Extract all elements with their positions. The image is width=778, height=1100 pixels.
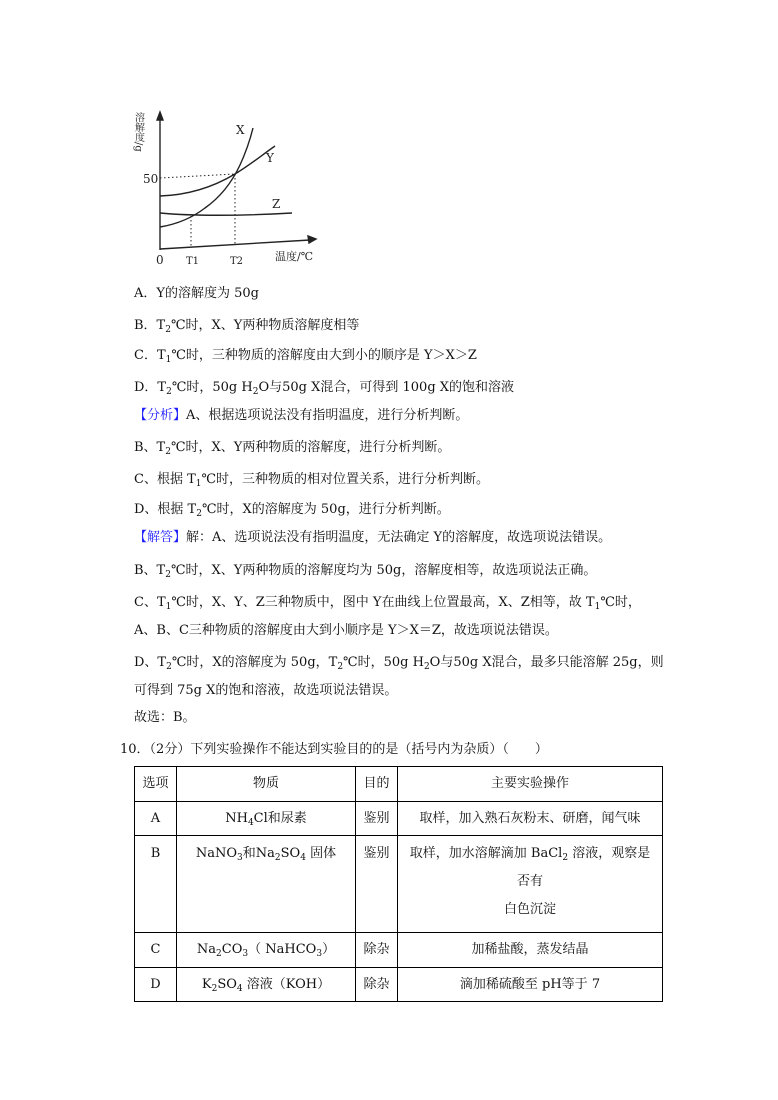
text-segment: Na xyxy=(196,942,217,957)
subscript: 4 xyxy=(300,853,306,863)
text-segment: 取样，加入熟石灰粉末、研磨，闻气味 xyxy=(419,810,641,826)
answer-a xyxy=(134,530,611,546)
text-segment: B、T xyxy=(134,563,166,578)
table-row xyxy=(135,933,663,968)
text-segment: 可得到 75g X的饱和溶液，故选项说法错误。 xyxy=(134,683,398,698)
text-segment: ） xyxy=(322,942,336,957)
text-segment: 和Na xyxy=(242,846,275,861)
option-c xyxy=(134,348,477,364)
cell-operation xyxy=(398,836,663,933)
label-z: Z xyxy=(272,197,281,211)
answer-b xyxy=(134,563,596,579)
text-segment: 固体 xyxy=(305,846,337,861)
cell-option: A xyxy=(135,802,177,836)
subscript: 2 xyxy=(216,949,222,959)
text-segment: ℃时，X、Y两种物质的溶解度，进行分析判断。 xyxy=(170,440,451,455)
x-axis xyxy=(160,240,310,249)
label-x: X xyxy=(236,123,245,137)
y-axis-arrow xyxy=(157,112,163,120)
text-segment: B、T xyxy=(134,440,166,455)
subscript: 4 xyxy=(236,983,243,994)
text-segment: A、根据选项说法没有指明温度，进行分析判断。 xyxy=(186,408,469,423)
text-segment: D、T xyxy=(134,655,167,670)
subscript: 3 xyxy=(316,949,323,959)
subscript: 2 xyxy=(196,509,202,519)
subscript: 2 xyxy=(166,387,172,397)
cell-purpose: 除杂 xyxy=(356,968,398,1002)
subscript: 1 xyxy=(594,602,601,612)
cell-substance xyxy=(177,933,356,968)
text-segment: 白色沉淀 xyxy=(503,902,556,917)
y-tick-50: 50 xyxy=(143,172,159,186)
header-operation: 主要实验操作 xyxy=(398,767,663,802)
question-10 xyxy=(120,742,548,758)
text-segment: 取样，加水溶解滴加 BaCl xyxy=(409,846,563,861)
table-row xyxy=(135,802,663,836)
subscript: 1 xyxy=(165,355,172,365)
option-b xyxy=(134,318,359,334)
x-axis-label: 温度/℃ xyxy=(275,250,314,263)
text-segment: ℃时， xyxy=(600,595,641,610)
curve-x xyxy=(160,128,253,227)
x-tick-t1: T1 xyxy=(186,256,200,267)
cell-option: B xyxy=(135,836,177,933)
text-segment: ℃时，三种物质的相对位置关系，进行分析判断。 xyxy=(201,472,490,487)
subscript: 2 xyxy=(165,325,171,335)
text-segment: 溶液，观察是 xyxy=(568,846,651,861)
subscript: 4 xyxy=(247,817,254,828)
subscript: 2 xyxy=(562,853,569,863)
subscript: 3 xyxy=(242,949,249,959)
text-segment: ℃时，X的溶解度为 50g，T xyxy=(171,655,338,670)
text-segment: SO xyxy=(280,846,301,861)
option-a xyxy=(134,286,259,302)
experiment-table xyxy=(134,766,663,1002)
cell-option: C xyxy=(135,933,177,968)
answer-c1 xyxy=(134,595,641,611)
text-segment: C、T xyxy=(134,595,166,610)
text-segment: C．T xyxy=(134,348,166,363)
answer-c2 xyxy=(134,623,558,639)
text-segment: CO xyxy=(221,942,243,957)
analysis-b xyxy=(134,440,450,456)
header-purpose: 目的 xyxy=(356,767,398,802)
text-segment: 加稀盐酸，蒸发结晶 xyxy=(471,942,589,957)
text-segment: A、B、C三种物质的溶解度由大到小顺序是 Y＞X＝Z，故选项说法错误。 xyxy=(134,623,558,638)
text-segment: D．T xyxy=(134,380,167,395)
cell-operation xyxy=(398,933,663,968)
text-segment: ℃时，X、Y两种物质溶解度相等 xyxy=(170,318,360,333)
text-segment: NaNO xyxy=(195,846,238,861)
text-segment: B．T xyxy=(134,318,166,333)
text-segment: SO xyxy=(217,976,237,992)
cell-purpose: 鉴别 xyxy=(356,836,398,933)
subscript: 2 xyxy=(165,447,171,457)
table-row xyxy=(135,836,663,933)
section-tag: 【解答】 xyxy=(134,530,187,545)
subscript: 2 xyxy=(211,983,218,994)
solubility-graph xyxy=(130,100,330,270)
cell-option: D xyxy=(135,968,177,1002)
cell-purpose: 鉴别 xyxy=(356,802,398,836)
x-axis-arrow xyxy=(308,236,316,243)
x-tick-0: 0 xyxy=(156,253,164,267)
cell-purpose: 除杂 xyxy=(356,933,398,968)
text-segment: D、根据 T xyxy=(134,502,197,517)
subscript: 3 xyxy=(237,853,243,863)
curve-y xyxy=(160,146,275,196)
cell-substance xyxy=(177,968,356,1002)
y-axis-label: 溶解度/g xyxy=(132,112,144,152)
text-segment: 10．（2分）下列实验操作不能达到实验目的的是（括号内为杂质）（ ） xyxy=(120,742,548,757)
text-segment: ℃时，X的溶解度为 50g，进行分析判断。 xyxy=(201,502,450,517)
cell-operation xyxy=(398,968,663,1002)
curve-z xyxy=(160,213,292,215)
header-option: 选项 xyxy=(135,767,177,802)
cell-operation xyxy=(398,802,663,836)
text-segment: Cl和尿素 xyxy=(253,810,307,826)
text-segment: ℃时，X、Y两种物质的溶解度均为 50g，溶解度相等，故选项说法正确。 xyxy=(170,563,597,578)
text-segment: 解：A、选项说法没有指明温度，无法确定 Y的溶解度，故选项说法错误。 xyxy=(186,530,612,545)
text-segment: O与50g X混合，最多只能溶解 25g，则 xyxy=(429,655,664,670)
table-header-row xyxy=(135,767,663,802)
guide-50 xyxy=(160,174,235,178)
subscript: 1 xyxy=(195,479,202,489)
subscript: 1 xyxy=(165,602,172,612)
conclusion xyxy=(134,710,196,726)
header-substance: 物质 xyxy=(177,767,356,802)
text-segment: 否有 xyxy=(516,874,543,889)
text-segment: ℃时，三种物质的溶解度由大到小的顺序是 Y＞X＞Z xyxy=(171,348,477,363)
answer-d1 xyxy=(134,655,664,671)
option-d xyxy=(134,380,514,396)
cell-substance xyxy=(177,802,356,836)
subscript: 2 xyxy=(423,662,430,672)
text-segment: 故选：B。 xyxy=(134,710,196,725)
section-tag: 【分析】 xyxy=(134,408,187,423)
analysis-a xyxy=(134,408,468,424)
text-segment: ℃时，X、Y、Z三种物质中，图中 Y在曲线上位置最高，X、Z相等，故 T xyxy=(171,595,595,610)
subscript: 2 xyxy=(337,662,344,672)
text-segment: 滴加稀硫酸至 pH等于 7 xyxy=(459,976,601,992)
text-segment: ℃时，50g H xyxy=(171,380,253,395)
x-tick-t2: T2 xyxy=(230,256,244,267)
subscript: 2 xyxy=(165,570,171,580)
cell-substance xyxy=(177,836,356,933)
subscript: 2 xyxy=(274,853,281,863)
text-segment: A．Y的溶解度为 50g xyxy=(134,286,259,301)
label-y: Y xyxy=(266,151,274,165)
text-segment: NH xyxy=(225,810,248,826)
subscript: 2 xyxy=(166,662,172,672)
text-segment: O与50g X混合，可得到 100g X的饱和溶液 xyxy=(258,380,515,395)
analysis-c xyxy=(134,472,489,488)
subscript: 2 xyxy=(252,387,259,397)
analysis-d xyxy=(134,502,450,518)
answer-d2 xyxy=(134,683,397,699)
text-segment: C、根据 T xyxy=(134,472,196,487)
table-row xyxy=(135,968,663,1002)
text-segment: （ NaHCO xyxy=(248,942,317,957)
text-segment: ℃时，50g H xyxy=(343,655,424,670)
text-segment: 溶液（KOH） xyxy=(242,976,331,992)
text-segment: K xyxy=(201,976,212,992)
